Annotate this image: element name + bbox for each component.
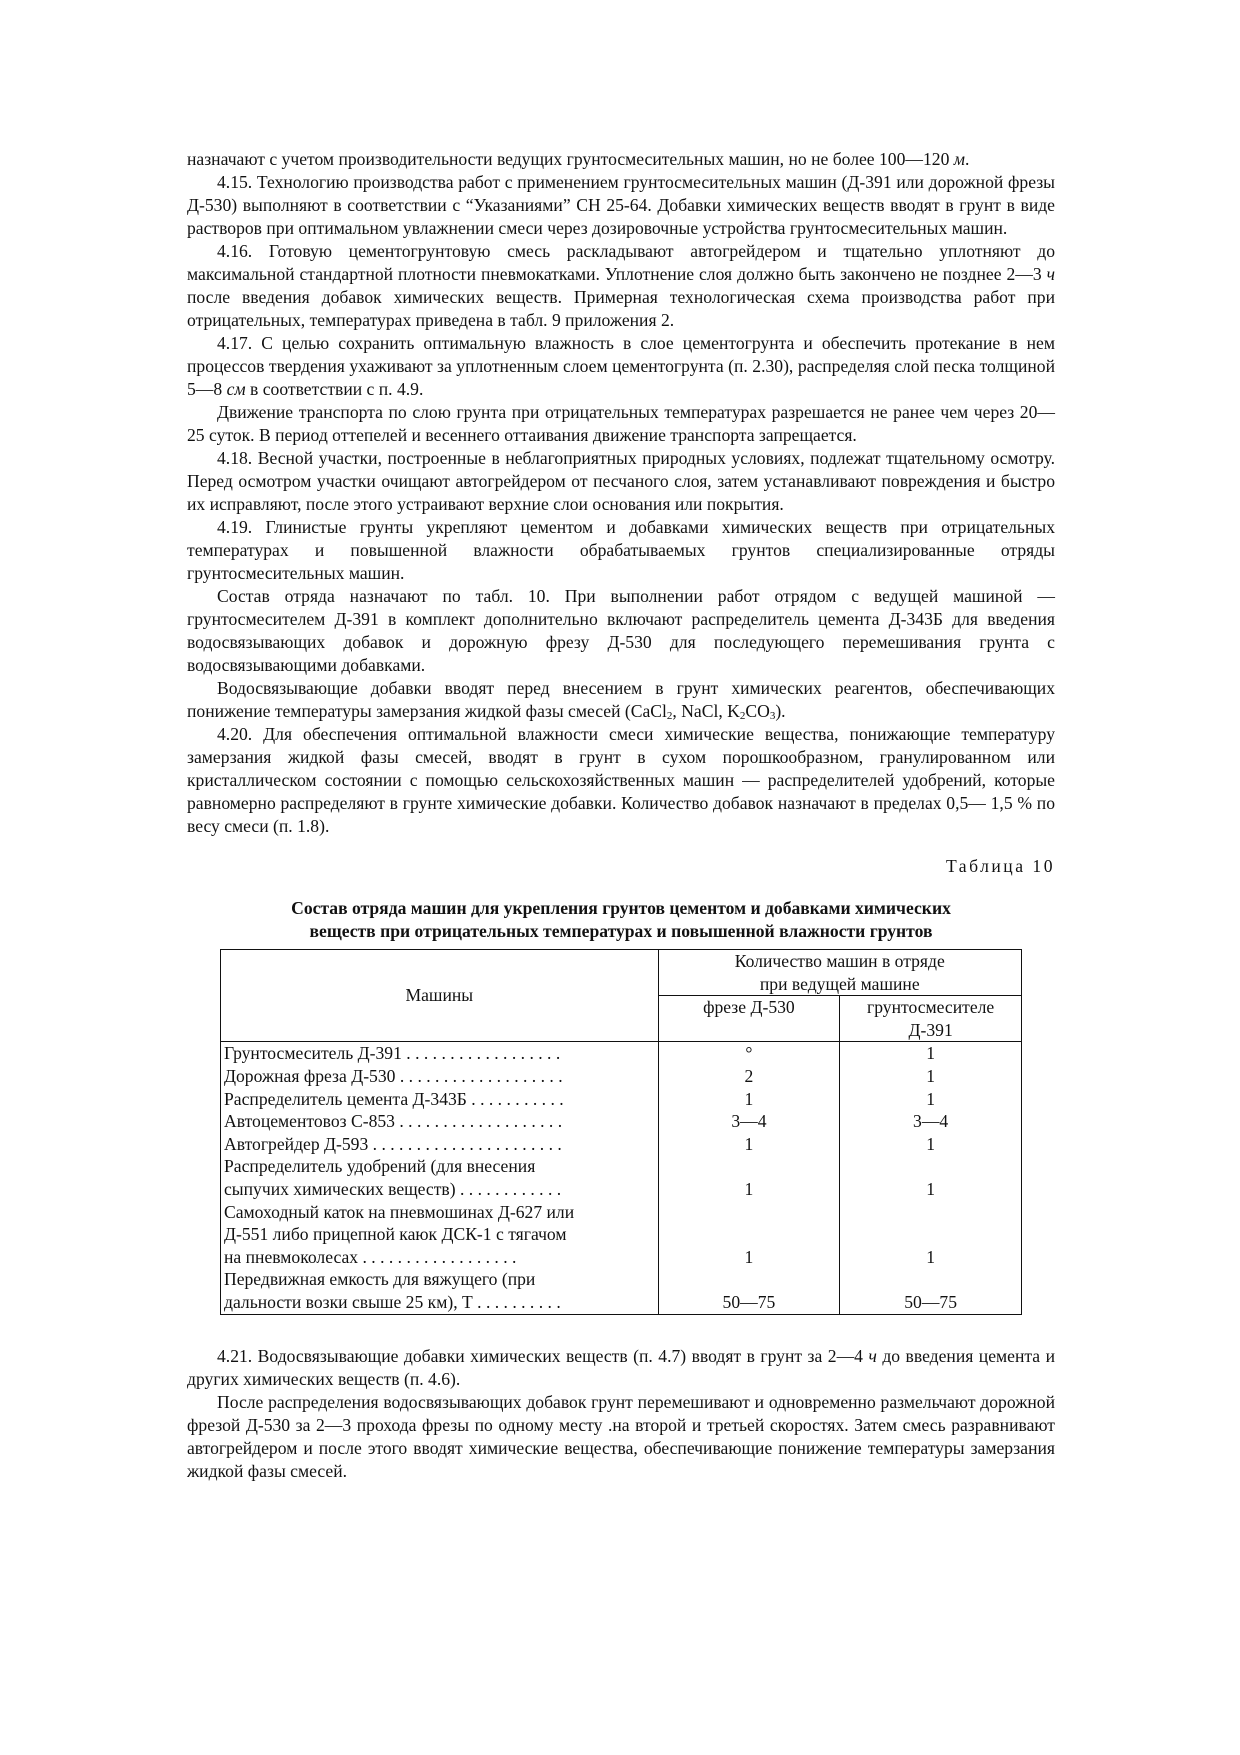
machine-name-cell — [221, 1133, 659, 1156]
paragraph — [187, 723, 1055, 838]
text-run: 2 — [666, 710, 673, 722]
count-mill-cell: 2 — [658, 1065, 840, 1088]
machine-name-line: сыпучих химических веществ) . . . . . . . . . . . . — [224, 1178, 562, 1199]
text-run: 4.18. Весной участки, построенные в неблагоприятных природных условиях, подлежат тщательному осмотру. Перед осмотром участки очищают автогрейдером от песчаного слоя, затем устанавливают повреждения и быстро их исправляют, после этого устраивают верхние слои основания или покрытия. — [187, 448, 1055, 514]
text-run: м — [953, 149, 966, 169]
machine-name-cell — [221, 1088, 659, 1111]
text-run: до введения цемента и других химических веществ (п. 4.6). — [187, 1345, 1055, 1389]
text-run: , NaCl, K — [672, 701, 740, 721]
header-col-mixer-line: грунтосмесителе — [867, 997, 995, 1018]
text-run: 4.21. Водосвязывающие добавки химических веществ (п. 4.7) вводят в грунт за 2—4 — [217, 1345, 869, 1366]
table-title-line: Состав отряда машин для укрепления грунтов цементом и добавками химических — [291, 898, 951, 918]
header-col-mill-label: фрезе Д-530 — [703, 997, 795, 1018]
paragraph — [187, 677, 1055, 723]
count-mixer-cell: 1 — [840, 1065, 1022, 1088]
paragraph — [187, 240, 1055, 332]
count-mill-cell: 1 — [658, 1133, 840, 1156]
document-page — [187, 148, 1055, 1483]
machine-name-cell — [221, 1201, 659, 1269]
machine-name-line: Распределитель цемента Д-343Б . . . . . . . . . . . — [224, 1088, 564, 1109]
text-run: ч — [1046, 264, 1055, 284]
count-mill-cell: 1 — [658, 1155, 840, 1200]
table-row — [221, 1065, 1022, 1088]
body-text-top — [187, 148, 1055, 838]
text-run: 4.17. С целью сохранить оптимальную влажность в слое цементогрунта и обеспечить протекание в нем процессов твердения ухаживают за уплотненным слоем цементогрунта (п. 2.30), распределяя слой песка толщиной 5—8 — [187, 333, 1055, 399]
count-mixer-cell: 1 — [840, 1042, 1022, 1065]
table-row — [221, 1155, 1022, 1200]
machine-name-line: на пневмоколесах . . . . . . . . . . . . . . . . . . — [224, 1246, 517, 1267]
paragraph — [187, 148, 1055, 171]
text-run: 4.19. Глинистые грунты укрепляют цементом и добавками химических веществ при отрицательных температурах и повышенной влажности обрабатываемых грунтов специализированные отряды грунтосмесительных машин. — [187, 517, 1055, 583]
table-row — [221, 1133, 1022, 1156]
text-run: см — [226, 379, 246, 399]
header-count — [658, 950, 1021, 996]
table-row — [221, 1201, 1022, 1269]
text-run: Водосвязывающие добавки вводят перед внесением в грунт химических реагентов, обеспечивающих понижение температуры замерзания жидкой фазы смесей (CaCl — [187, 678, 1055, 721]
count-mill-cell: 50—75 — [658, 1268, 840, 1314]
text-run: после введения добавок химических веществ. Примерная технологическая схема производства работ при отрицательных, температурах приведена в табл. 9 приложения 2. — [187, 287, 1055, 330]
header-col-mill — [658, 996, 840, 1042]
table-body — [221, 1042, 1022, 1314]
text-run: 2 — [739, 710, 746, 722]
paragraph — [187, 1345, 1055, 1391]
machine-name-cell — [221, 1268, 659, 1314]
paragraph — [187, 332, 1055, 401]
table-row — [221, 1110, 1022, 1133]
machine-name-cell — [221, 1042, 659, 1065]
text-run: . — [965, 149, 970, 169]
text-run: Движение транспорта по слою грунта при отрицательных температурах разрешается не ранее чем через 20—25 суток. В период оттепелей и весеннего оттаивания движение транспорта запрещается. — [187, 402, 1055, 445]
text-run: 4.15. Технологию производства работ с применением грунтосмесительных машин (Д-391 или дорожной фрезы Д-530) выполняют в соответствии с “Указаниями” СН 25-64. Добавки химических веществ вводят в грунт в виде растворов при оптимальном увлажнении смеси через дозировочные устройства грунтосмесительных машин. — [187, 172, 1055, 238]
header-count-line: Количество машин в отряде — [734, 951, 945, 971]
text-run: в соответствии с п. 4.9. — [245, 379, 424, 399]
machine-name-cell — [221, 1110, 659, 1133]
text-run: ). — [775, 701, 786, 721]
paragraph — [187, 401, 1055, 447]
body-text-bottom — [187, 1345, 1055, 1483]
machine-name-line: Автоцементовоз С-853 . . . . . . . . . . . . . . . . . . . — [224, 1111, 563, 1132]
machine-name-line: Распределитель удобрений (для внесения — [224, 1156, 536, 1177]
paragraph — [187, 447, 1055, 516]
table-caption: Таблица 10 — [945, 856, 1055, 876]
text-run: 3 — [769, 710, 776, 722]
paragraph — [187, 171, 1055, 240]
machines-table — [220, 949, 1022, 1315]
machine-name-line: Дорожная фреза Д-530 . . . . . . . . . . . . . . . . . . . — [224, 1065, 563, 1086]
machine-name-line: Автогрейдер Д-593 . . . . . . . . . . . . . . . . . . . . . . — [224, 1133, 562, 1154]
count-mixer-cell: 1 — [840, 1088, 1022, 1111]
table-row — [221, 1268, 1022, 1314]
paragraph — [187, 585, 1055, 677]
count-mixer-cell: 3—4 — [840, 1110, 1022, 1133]
machine-name-line: Грунтосмеситель Д-391 . . . . . . . . . . . . . . . . . . — [224, 1043, 561, 1064]
machine-name-line: Д-551 либо прицепной каюк ДСК-1 с тягачом — [224, 1224, 567, 1245]
count-mixer-cell: 1 — [840, 1155, 1022, 1200]
text-run: CO — [745, 701, 770, 721]
text-run: 4.20. Для обеспечения оптимальной влажности смеси химические вещества, понижающие температуру замерзания жидкой фазы смесей, вводят в грунт в сухом порошкообразном, гранулированном или кристаллическом состоянии с помощью сельскохозяйственных машин — распределителей удобрений, которые равномерно распределяют в грунте химические добавки. Количество добавок назначают в пределах 0,5— 1,5 % по весу смеси (п. 1.8). — [187, 724, 1055, 836]
text-run: Состав отряда назначают по табл. 10. При выполнении работ отрядом с ведущей машиной — грунтосмесителем Д-391 в комплект дополнительно включают распределитель цемента Д-343Б для введения водосвязывающих добавок и дорожную фрезу Д-530 для последующего перемешивания грунта с водосвязывающими добавками. — [187, 586, 1055, 675]
count-mixer-cell: 50—75 — [840, 1268, 1022, 1314]
header-machines: Машины — [221, 950, 659, 1042]
table-title — [187, 897, 1055, 943]
machine-name-cell — [221, 1065, 659, 1088]
table-row — [221, 1042, 1022, 1065]
machine-name-cell — [221, 1155, 659, 1200]
count-mill-cell: 1 — [658, 1201, 840, 1269]
header-count-line: при ведущей машине — [759, 973, 920, 994]
count-mixer-cell: 1 — [840, 1133, 1022, 1156]
text-run: ч — [868, 1345, 877, 1366]
count-mill-cell: ° — [658, 1042, 840, 1065]
count-mill-cell: 3—4 — [658, 1110, 840, 1133]
table-row — [221, 1088, 1022, 1111]
paragraph — [187, 1391, 1055, 1483]
text-run: После распределения водосвязывающих добавок грунт перемешивают и одновременно размельчают дорожной фрезой Д-530 за 2—3 прохода фрезы по одному месту .на второй и третьей скоростях. Затем смесь разравнивают автогрейдером и после этого вводят химические вещества, обеспечивающие понижение температуры замерзания жидкой фазы смесей. — [187, 1391, 1055, 1481]
text-run: 4.16. Готовую цементогрунтовую смесь раскладывают автогрейдером и тщательно уплотняют до максимальной стандартной плотности пневмокатками. Уплотнение слоя должно быть закончено не позднее 2—3 — [187, 241, 1055, 284]
machine-name-line: дальности возки свыше 25 км), Т . . . . . . . . . . — [224, 1291, 561, 1312]
count-mill-cell: 1 — [658, 1088, 840, 1111]
table-title-line: веществ при отрицательных температурах и повышенной влажности грунтов — [309, 921, 933, 941]
count-mixer-cell: 1 — [840, 1201, 1022, 1269]
header-col-mixer — [840, 996, 1022, 1042]
text-run: назначают с учетом производительности ведущих грунтосмесительных машин, но не более 100—120 — [187, 149, 954, 169]
paragraph — [187, 516, 1055, 585]
machine-name-line: Самоходный каток на пневмошинах Д-627 или — [224, 1201, 575, 1222]
machine-name-line: Передвижная емкость для вяжущего (при — [224, 1269, 536, 1290]
header-col-mixer-line: Д-391 — [908, 1019, 953, 1040]
